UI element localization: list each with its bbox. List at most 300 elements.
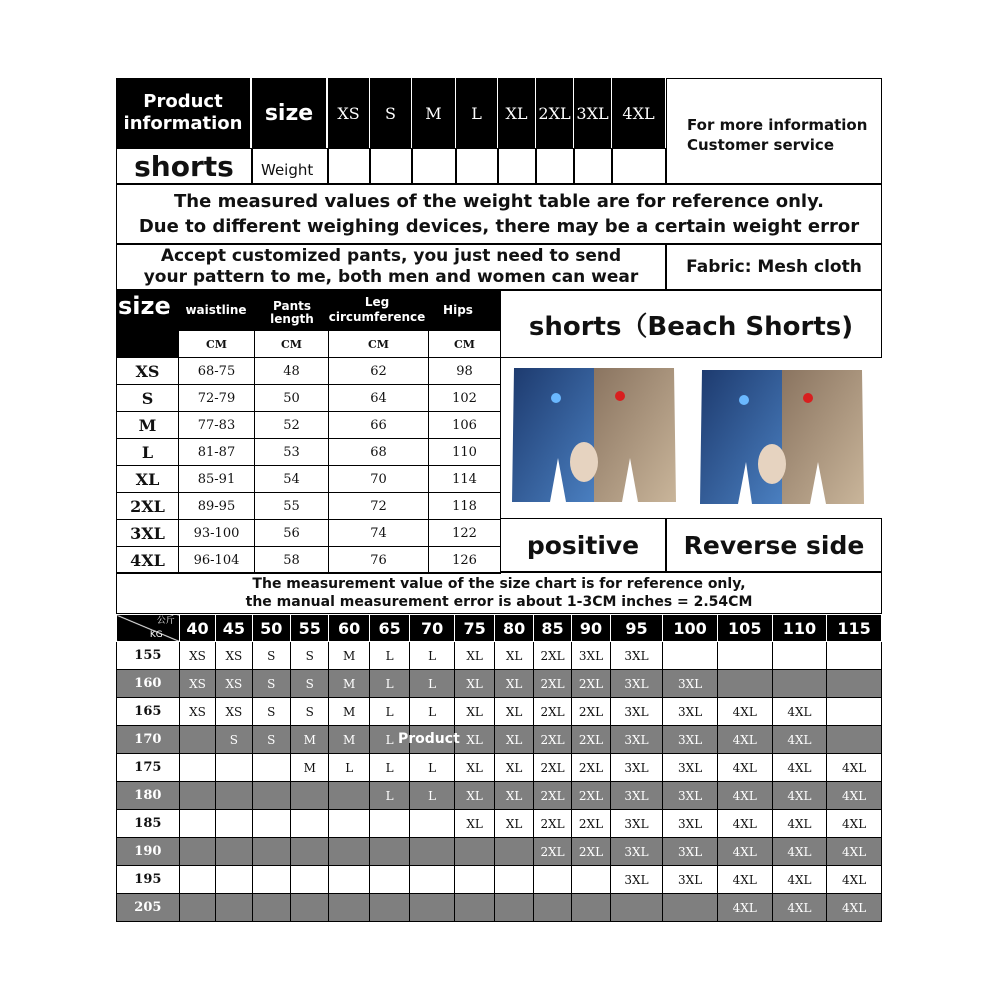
size-row	[117, 412, 501, 439]
size-recommendation-cell	[410, 810, 455, 838]
size-recommendation-cell: XL	[454, 810, 494, 838]
height-cell: 185	[117, 810, 180, 838]
size-name-cell: 2XL	[117, 493, 179, 520]
size-recommendation-cell: 3XL	[610, 782, 663, 810]
size-recommendation-cell: XL	[495, 810, 533, 838]
shorts-back-image	[690, 362, 870, 512]
size-weight-cell-2xl	[536, 148, 574, 184]
size-weight-cell-xs	[328, 148, 370, 184]
size-header-xs: XS	[328, 78, 370, 148]
size-recommendation-cell	[329, 894, 369, 922]
size-recommendation-cell	[827, 642, 882, 670]
size-recommendation-cell: L	[410, 642, 455, 670]
measurement-cell: 114	[429, 466, 501, 493]
shorts-front-image	[504, 362, 682, 512]
custom-note-line2: your pattern to me, both men and women can wear	[143, 267, 639, 287]
size-recommendation-cell: 4XL	[772, 754, 827, 782]
size-recommendation-cell	[410, 894, 455, 922]
size-recommendation-cell: S	[216, 726, 252, 754]
weight-col-header: 50	[252, 615, 290, 642]
size-recommendation-cell: 4XL	[717, 726, 772, 754]
size-recommendation-cell	[291, 810, 329, 838]
size-header-3xl: 3XL	[574, 78, 612, 148]
size-recommendation-cell	[329, 782, 369, 810]
measurement-cell: 102	[429, 385, 501, 412]
height-row	[117, 894, 882, 922]
size-recommendation-cell	[252, 838, 290, 866]
size-weight-cell-4xl	[612, 148, 666, 184]
size-recommendation-cell: XL	[495, 698, 533, 726]
measurement-cell: 72	[329, 493, 429, 520]
height-row	[117, 866, 882, 894]
unit-row	[117, 331, 501, 358]
measurement-cell: 68-75	[179, 358, 255, 385]
size-row	[117, 493, 501, 520]
size-recommendation-cell	[252, 754, 290, 782]
weight-col-header: 105	[717, 615, 772, 642]
shorts-label: shorts	[116, 148, 252, 184]
measurement-cell: 76	[329, 547, 429, 574]
size-recommendation-cell: S	[252, 642, 290, 670]
size-recommendation-cell	[216, 866, 252, 894]
size-recommendation-cell	[495, 838, 533, 866]
size-recommendation-cell	[179, 810, 215, 838]
size-recommendation-cell: L	[329, 754, 369, 782]
size-recommendation-cell: 2XL	[533, 838, 571, 866]
size-recommendation-cell: M	[329, 698, 369, 726]
size-recommendation-cell: 3XL	[610, 642, 663, 670]
size-recommendation-cell: XL	[495, 782, 533, 810]
weight-note-line2: Due to different weighing devices, there may be a certain weight error	[138, 216, 860, 237]
corner-kg-label: 公斤	[156, 616, 175, 626]
corner-unit-label: KG	[149, 630, 163, 640]
height-row	[117, 726, 882, 754]
measurement-cell: 70	[329, 466, 429, 493]
weight-col-header: 115	[827, 615, 882, 642]
size-recommendation-cell	[827, 670, 882, 698]
size-recommendation-cell: XL	[454, 754, 494, 782]
height-row	[117, 782, 882, 810]
unit-cell: CM	[329, 331, 429, 358]
size-recommendation-cell: L	[369, 698, 409, 726]
measurement-cell: 64	[329, 385, 429, 412]
size-header-s: S	[370, 78, 412, 148]
height-cell: 195	[117, 866, 180, 894]
size-recommendation-cell: S	[252, 670, 290, 698]
size-recommendation-cell	[252, 866, 290, 894]
height-cell: 160	[117, 670, 180, 698]
height-cell: 165	[117, 698, 180, 726]
size-recommendation-cell	[663, 642, 718, 670]
size-recommendation-cell: L	[369, 670, 409, 698]
height-cell: 190	[117, 838, 180, 866]
size-recommendation-cell: 4XL	[827, 894, 882, 922]
weight-col-header: 100	[663, 615, 718, 642]
size-recommendation-cell: XL	[495, 642, 533, 670]
size-recommendation-cell: S	[291, 642, 329, 670]
size-recommendation-cell: 3XL	[663, 782, 718, 810]
weight-col-header: 80	[495, 615, 533, 642]
size-recommendation-cell	[179, 866, 215, 894]
height-row	[117, 810, 882, 838]
size-recommendation-cell: S	[291, 670, 329, 698]
size-weight-cell-l	[456, 148, 498, 184]
size-recommendation-cell	[610, 894, 663, 922]
product-watermark: Product	[398, 731, 460, 747]
size-recommendation-cell: 3XL	[610, 838, 663, 866]
weight-note	[116, 184, 882, 244]
size-recommendation-cell: 4XL	[717, 866, 772, 894]
size-row	[117, 520, 501, 547]
size-recommendation-cell	[572, 894, 610, 922]
size-recommendation-cell: XL	[454, 670, 494, 698]
measurement-cell: 54	[255, 466, 329, 493]
weight-col-header: 110	[772, 615, 827, 642]
size-recommendation-cell: 4XL	[827, 866, 882, 894]
size-recommendation-cell: 2XL	[572, 782, 610, 810]
size-recommendation-cell: 2XL	[533, 782, 571, 810]
size-recommendation-cell	[216, 838, 252, 866]
size-recommendation-cell: 4XL	[827, 782, 882, 810]
measurement-cell: 53	[255, 439, 329, 466]
corner-cell	[117, 615, 180, 642]
size-recommendation-cell: 4XL	[827, 838, 882, 866]
height-cell: 155	[117, 642, 180, 670]
size-recommendation-cell	[369, 866, 409, 894]
size-recommendation-cell	[329, 866, 369, 894]
height-cell: 205	[117, 894, 180, 922]
size-recommendation-cell: 3XL	[610, 810, 663, 838]
size-row	[117, 547, 501, 574]
size-recommendation-cell	[252, 810, 290, 838]
unit-cell: CM	[429, 331, 501, 358]
measurement-cell: 122	[429, 520, 501, 547]
measurement-cell: 55	[255, 493, 329, 520]
size-table-size-label: size	[118, 292, 171, 320]
size-recommendation-cell	[252, 782, 290, 810]
size-recommendation-cell	[291, 838, 329, 866]
size-recommendation-cell	[216, 810, 252, 838]
size-recommendation-cell: 3XL	[610, 866, 663, 894]
size-recommendation-cell	[329, 810, 369, 838]
height-cell: 175	[117, 754, 180, 782]
size-recommendation-cell: 2XL	[533, 726, 571, 754]
size-recommendation-cell	[369, 894, 409, 922]
size-recommendation-cell	[454, 866, 494, 894]
size-recommendation-cell: 3XL	[663, 726, 718, 754]
size-row	[117, 439, 501, 466]
custom-note-line1: Accept customized pants, you just need to send	[160, 246, 622, 266]
measurement-note-line1: The measurement value of the size chart is for reference only,	[252, 576, 746, 592]
size-recommendation-cell	[495, 894, 533, 922]
product-information-label: Product information	[116, 78, 250, 148]
size-recommendation-cell: 4XL	[717, 782, 772, 810]
size-recommendation-cell: 2XL	[533, 810, 571, 838]
size-header-4xl: 4XL	[612, 78, 666, 148]
measurement-cell: 106	[429, 412, 501, 439]
measurement-cell: 118	[429, 493, 501, 520]
weight-col-header: 60	[329, 615, 369, 642]
size-recommendation-cell: 4XL	[717, 894, 772, 922]
size-recommendation-cell: XS	[216, 642, 252, 670]
size-recommendation-cell	[410, 866, 455, 894]
size-recommendation-cell	[291, 894, 329, 922]
size-recommendation-cell: XL	[454, 782, 494, 810]
size-recommendation-cell: 2XL	[533, 642, 571, 670]
size-recommendation-cell: 4XL	[827, 754, 882, 782]
measurement-cell: 74	[329, 520, 429, 547]
size-recommendation-cell: L	[369, 754, 409, 782]
measurement-cell: 98	[429, 358, 501, 385]
size-recommendation-cell: 3XL	[610, 670, 663, 698]
measurement-cell: 96-104	[179, 547, 255, 574]
size-recommendation-cell: 4XL	[717, 810, 772, 838]
size-recommendation-cell	[369, 838, 409, 866]
size-weight-cell-m	[412, 148, 456, 184]
custom-note	[116, 244, 666, 290]
size-recommendation-cell: 3XL	[663, 754, 718, 782]
size-weight-cell-xl	[498, 148, 536, 184]
size-recommendation-cell: 4XL	[717, 754, 772, 782]
weight-col-header: 75	[454, 615, 494, 642]
size-recommendation-cell: L	[410, 670, 455, 698]
size-name-cell: 4XL	[117, 547, 179, 574]
size-row	[117, 358, 501, 385]
size-recommendation-cell	[533, 866, 571, 894]
size-recommendation-cell	[179, 894, 215, 922]
size-header-2xl: 2XL	[536, 78, 574, 148]
size-recommendation-cell	[291, 782, 329, 810]
size-recommendation-cell: 4XL	[772, 838, 827, 866]
size-recommendation-cell	[179, 838, 215, 866]
height-row	[117, 698, 882, 726]
col-leg-circumference: Leg circumference	[328, 295, 426, 324]
positive-label: positive	[500, 518, 666, 572]
size-recommendation-cell: 2XL	[572, 698, 610, 726]
size-recommendation-cell: 2XL	[572, 670, 610, 698]
size-recommendation-cell: XL	[454, 642, 494, 670]
size-measurement-table	[116, 330, 501, 574]
measurement-cell: 85-91	[179, 466, 255, 493]
measurement-cell: 68	[329, 439, 429, 466]
size-recommendation-cell: S	[252, 726, 290, 754]
weight-col-header: 55	[291, 615, 329, 642]
category-cell	[117, 331, 179, 358]
size-recommendation-cell: S	[291, 698, 329, 726]
size-recommendation-cell: 4XL	[717, 838, 772, 866]
measurement-cell: 50	[255, 385, 329, 412]
size-recommendation-cell	[454, 838, 494, 866]
size-recommendation-cell	[454, 894, 494, 922]
size-recommendation-cell: M	[329, 726, 369, 754]
size-recommendation-cell: L	[410, 782, 455, 810]
measurement-cell: 93-100	[179, 520, 255, 547]
size-recommendation-cell: 3XL	[663, 698, 718, 726]
size-recommendation-cell: 3XL	[572, 642, 610, 670]
size-row	[117, 385, 501, 412]
size-recommendation-cell	[216, 754, 252, 782]
size-header-label: size	[252, 78, 326, 148]
size-recommendation-cell: L	[410, 698, 455, 726]
product-image-back	[690, 362, 870, 512]
size-header-xl: XL	[498, 78, 536, 148]
customer-service-text: Customer service	[687, 136, 834, 154]
size-recommendation-cell	[179, 754, 215, 782]
size-recommendation-cell	[663, 894, 718, 922]
weight-col-header: 70	[410, 615, 455, 642]
size-recommendation-cell: XL	[495, 726, 533, 754]
size-name-cell: M	[117, 412, 179, 439]
measurement-cell: 81-87	[179, 439, 255, 466]
size-recommendation-cell	[827, 726, 882, 754]
size-recommendation-cell	[216, 894, 252, 922]
height-row	[117, 670, 882, 698]
height-cell: 170	[117, 726, 180, 754]
size-recommendation-cell: 2XL	[572, 838, 610, 866]
size-recommendation-cell	[410, 838, 455, 866]
weight-col-header: 85	[533, 615, 571, 642]
measurement-note	[116, 572, 882, 614]
size-recommendation-cell	[179, 782, 215, 810]
size-recommendation-cell	[717, 670, 772, 698]
unit-cell: CM	[255, 331, 329, 358]
size-name-cell: XS	[117, 358, 179, 385]
size-recommendation-cell: XS	[179, 642, 215, 670]
customer-service-box	[666, 78, 882, 184]
size-recommendation-cell: XS	[179, 670, 215, 698]
size-recommendation-cell: 4XL	[772, 894, 827, 922]
size-name-cell: L	[117, 439, 179, 466]
size-recommendation-cell: M	[329, 642, 369, 670]
size-recommendation-cell: 4XL	[772, 698, 827, 726]
size-weight-cell-3xl	[574, 148, 612, 184]
col-waistline: waistline	[185, 303, 247, 317]
size-recommendation-cell	[572, 866, 610, 894]
size-recommendation-cell: XS	[216, 670, 252, 698]
size-recommendation-cell	[533, 894, 571, 922]
size-recommendation-cell: M	[291, 726, 329, 754]
size-header-m: M	[412, 78, 456, 148]
size-recommendation-cell	[827, 698, 882, 726]
weight-col-header: 45	[216, 615, 252, 642]
weight-header-row	[117, 615, 882, 642]
size-recommendation-cell: 3XL	[663, 866, 718, 894]
measurement-cell: 52	[255, 412, 329, 439]
size-recommendation-cell: XL	[495, 670, 533, 698]
height-cell: 180	[117, 782, 180, 810]
size-recommendation-cell	[772, 642, 827, 670]
measurement-cell: 72-79	[179, 385, 255, 412]
size-recommendation-cell	[717, 642, 772, 670]
size-recommendation-cell: S	[252, 698, 290, 726]
height-weight-table	[116, 614, 882, 922]
weight-col-header: 90	[572, 615, 610, 642]
fabric-label: Fabric: Mesh cloth	[666, 244, 882, 290]
size-recommendation-cell: 2XL	[533, 670, 571, 698]
weight-label: Weight	[252, 148, 328, 184]
measurement-cell: 66	[329, 412, 429, 439]
size-recommendation-cell: 2XL	[533, 754, 571, 782]
size-recommendation-cell: L	[369, 642, 409, 670]
size-recommendation-cell: 4XL	[772, 782, 827, 810]
size-name-cell: 3XL	[117, 520, 179, 547]
size-recommendation-cell	[216, 782, 252, 810]
size-recommendation-cell: 3XL	[610, 754, 663, 782]
measurement-note-line2: the manual measurement error is about 1-3CM inches = 2.54CM	[245, 594, 753, 610]
size-recommendation-cell	[291, 866, 329, 894]
size-header-l: L	[456, 78, 498, 148]
size-recommendation-cell: XS	[216, 698, 252, 726]
size-recommendation-cell: 3XL	[663, 810, 718, 838]
size-recommendation-cell	[329, 838, 369, 866]
measurement-cell: 56	[255, 520, 329, 547]
weight-note-line1: The measured values of the weight table are for reference only.	[174, 191, 824, 212]
size-recommendation-cell	[495, 866, 533, 894]
measurement-cell: 110	[429, 439, 501, 466]
more-info-text: For more information	[687, 116, 868, 134]
size-recommendation-cell	[252, 894, 290, 922]
size-recommendation-cell	[179, 726, 215, 754]
weight-col-header: 95	[610, 615, 663, 642]
size-recommendation-cell: 4XL	[772, 810, 827, 838]
weight-col-header: 65	[369, 615, 409, 642]
product-image-front	[504, 362, 682, 512]
size-recommendation-cell: XL	[495, 754, 533, 782]
measurement-cell: 126	[429, 547, 501, 574]
size-recommendation-cell: XL	[454, 698, 494, 726]
unit-cell: CM	[179, 331, 255, 358]
size-recommendation-cell: L	[369, 782, 409, 810]
measurement-cell: 58	[255, 547, 329, 574]
size-recommendation-cell: 2XL	[533, 698, 571, 726]
height-row	[117, 642, 882, 670]
size-recommendation-cell: 4XL	[772, 726, 827, 754]
size-name-cell: S	[117, 385, 179, 412]
size-weight-cell-s	[370, 148, 412, 184]
size-recommendation-cell: 2XL	[572, 810, 610, 838]
size-recommendation-cell: 3XL	[610, 698, 663, 726]
size-recommendation-cell: L	[369, 726, 409, 754]
size-recommendation-cell: L	[410, 754, 455, 782]
size-recommendation-cell: 4XL	[717, 698, 772, 726]
size-recommendation-cell: 3XL	[610, 726, 663, 754]
size-recommendation-cell	[772, 670, 827, 698]
size-recommendation-cell: 4XL	[827, 810, 882, 838]
weight-col-header: 40	[179, 615, 215, 642]
size-name-cell: XL	[117, 466, 179, 493]
height-row	[117, 754, 882, 782]
col-pants-length: Pants length	[270, 299, 314, 326]
size-recommendation-cell: 2XL	[572, 726, 610, 754]
measurement-cell: 89-95	[179, 493, 255, 520]
size-row	[117, 466, 501, 493]
measurement-cell: 62	[329, 358, 429, 385]
size-recommendation-cell: 3XL	[663, 670, 718, 698]
size-recommendation-cell: 2XL	[572, 754, 610, 782]
measurement-cell: 48	[255, 358, 329, 385]
size-recommendation-cell: XS	[179, 698, 215, 726]
col-hips: Hips	[443, 303, 473, 317]
size-recommendation-cell	[369, 810, 409, 838]
product-title: shorts（Beach Shorts)	[500, 290, 882, 358]
size-recommendation-cell: M	[329, 670, 369, 698]
size-recommendation-cell: XL	[454, 726, 494, 754]
size-recommendation-cell: M	[291, 754, 329, 782]
size-recommendation-cell: 3XL	[663, 838, 718, 866]
size-recommendation-cell: 4XL	[772, 866, 827, 894]
measurement-cell: 77-83	[179, 412, 255, 439]
height-row	[117, 838, 882, 866]
